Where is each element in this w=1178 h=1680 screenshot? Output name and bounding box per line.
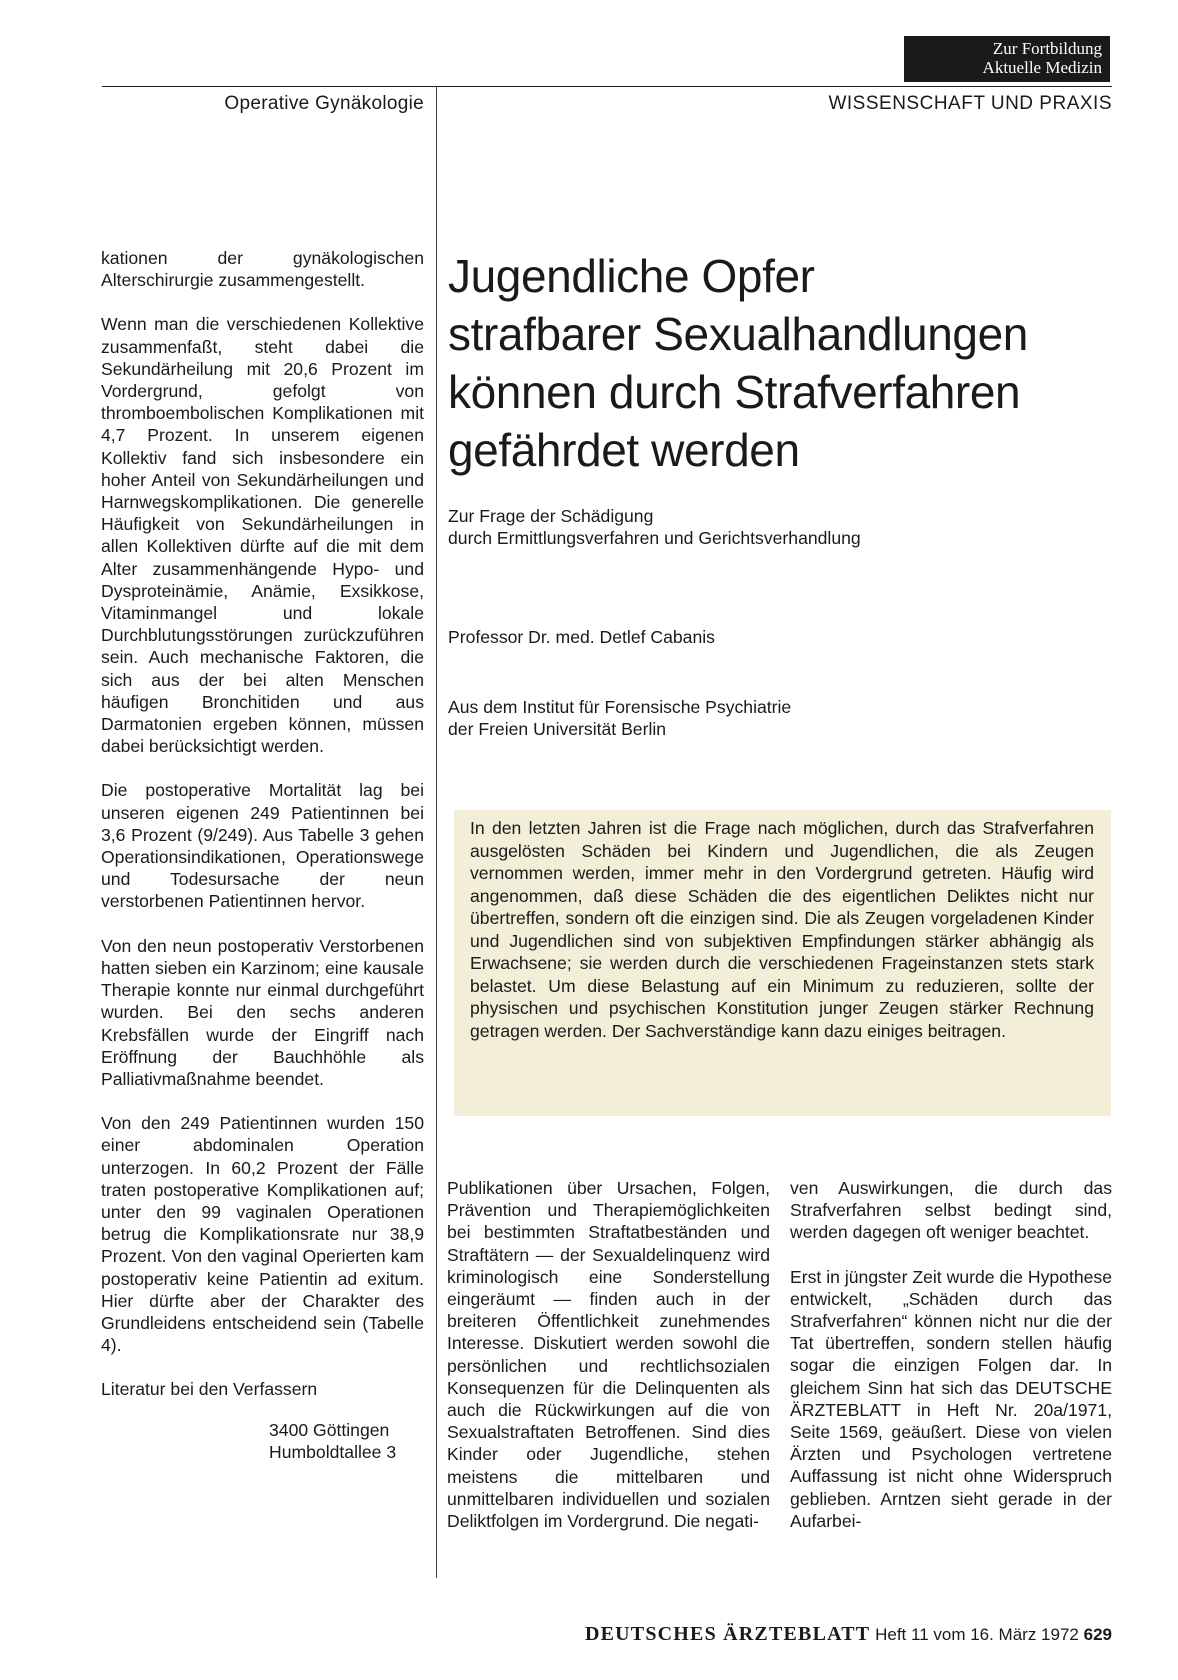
column-divider [436, 86, 437, 1578]
title-line: Jugendliche Opfer [448, 250, 815, 302]
badge-line-2: Aktuelle Medizin [982, 58, 1102, 77]
abstract-text: In den letzten Jahren ist die Frage nach möglichen, durch das Strafverfahren ausgelösten Schäden bei Kindern und Jugendlichen, die als Zeugen vernommen werden, immer mehr in den Vordergrund getreten. Häufig wird angenommen, daß diese Schäden die des eigentlichen Deliktes nicht nur übertreffen, sondern oft die einzigen sind. Die als Zeugen vorgeladenen Kinder und Jugendlichen sind von subjektiven Empfindungen stärker abhängig als Erwachsene; sie werden durch die verschiedenen Frageinstanzen stets stark belastet. Um diese Belastung auf ein Minimum zu reduzieren, sollte der physischen und psychischen Konstitution junger Zeugen stärker Rechnung getragen werden. Der Sachverständige kann dazu einiges beitragen. [470, 818, 1094, 1041]
title-line: strafbarer Sexualhandlungen [448, 308, 1028, 360]
journal-name: DEUTSCHES ÄRZTEBLATT [584, 1623, 871, 1645]
body-paragraph: Erst in jüngster Zeit wurde die Hypothese entwickelt, „Schäden durch das Strafverfahren“ können nicht nur die der Tat übertreffen, sondern stellen häufig sogar die einzigen Folgen dar. In gleichem Sinn hat sich das DEUTSCHE ÄRZTEBLATT in Heft Nr. 20a/1971, Seite 1569, geäußert. Diese von vielen Ärzten und Psychologen vertretene Auffassung ist nicht ohne Widerspruch geblieben. Arntzen sieht gerade in der Aufarbei- [790, 1266, 1112, 1531]
left-column [101, 247, 424, 1463]
address-street: Humboldtallee 3 [269, 1441, 397, 1462]
address-city: 3400 Göttingen [269, 1419, 390, 1440]
middle-column [447, 1177, 770, 1554]
title-line: gefährdet werden [448, 424, 800, 476]
left-paragraph: Von den neun postoperativ Verstorbenen hatten sieben ein Karzinom; eine kausale Therapie konnte nur einmal durchgeführt wurden. Bei den sechs anderen Krebsfällen wurde der Eingriff nach Eröffnung der Bauchhöhle als Palliativmaßnahme beendet. [101, 935, 424, 1089]
article-affiliation [448, 696, 1048, 740]
badge-line-1: Zur Fortbildung [992, 39, 1102, 58]
affiliation-line: Aus dem Institut für Forensische Psychiatrie [448, 697, 792, 717]
article-author: Professor Dr. med. Detlef Cabanis [448, 627, 715, 647]
subtitle-line: durch Ermittlungsverfahren und Gerichtsverhandlung [448, 528, 861, 548]
article-title [448, 247, 1068, 479]
article-subtitle [448, 505, 1088, 549]
left-paragraph: Die postoperative Mortalität lag bei unseren eigenen 249 Patientinnen bei 3,6 Prozent (9/249). Aus Tabelle 3 gehen Operationsindikationen, Operationswege und Todesursache der neun verstorbenen Patientinnen hervor. [101, 780, 424, 912]
section-label-right: WISSENSCHAFT UND PRAXIS [828, 93, 1112, 114]
title-line: können durch Strafverfahren [448, 366, 1021, 418]
header-rule [102, 86, 1112, 87]
issue-info: Heft 11 vom 16. März 1972 [875, 1625, 1079, 1644]
left-paragraph: Wenn man die verschiedenen Kollektive zusammenfaßt, steht dabei die Sekundärheilung mit 20,6 Prozent im Vordergrund, gefolgt von thromboembolischen Komplikationen mit 4,7 Prozent. In unserem eigenen Kollektiv fand sich insbesondere ein hoher Anteil von Sekundärheilungen und Harnwegskomplikationen. Die generelle Häufigkeit von Sekundärheilungen in allen Kollektiven dürfte auf die mit dem Alter zusammenhängende Hypo- und Dysproteinämie, Anämie, Exsikkose, Vitaminmangel und lokale Durchblutungsstörungen zurückzuführen sein. Auch mechanische Faktoren, die sich aus der bei alten Menschen häufigen Bronchitiden und aus Darmatonien ergeben können, müssen dabei berücksichtigt werden. [101, 314, 424, 757]
literature-note: Literatur bei den Verfassern [101, 1379, 318, 1400]
page-number: 629 [1083, 1625, 1112, 1644]
left-paragraph: Von den 249 Patientinnen wurden 150 einer abdominalen Operation unterzogen. In 60,2 Prozent der Fälle traten postoperative Komplikationen auf; unter den 99 vaginalen Operationen betrug die Komplikationsrate nur 38,9 Prozent. Von den vaginal Operierten kam postoperativ keine Patientin ad exitum. Hier dürfte aber der Charakter des Grundleidens entscheidend sein (Tabelle 4). [101, 1113, 424, 1356]
right-column [790, 1177, 1112, 1554]
left-paragraph: kationen der gynäkologischen Alterschirurgie zusammengestellt. [101, 248, 424, 291]
abstract-box [454, 810, 1111, 1116]
rubric-badge [904, 36, 1110, 82]
section-label-left: Operative Gynäkologie [224, 93, 424, 114]
page-footer [300, 1623, 1112, 1646]
body-paragraph: ven Auswirkungen, die durch das Strafverfahren selbst bedingt sind, werden dagegen oft weniger beachtet. [790, 1178, 1112, 1243]
affiliation-line: der Freien Universität Berlin [448, 719, 667, 739]
body-paragraph: Publikationen über Ursachen, Folgen, Prävention und Therapiemöglichkeiten bei bestimmten Straftatbeständen und Straftätern — der Sexualdelinquenz wird kriminologisch eine Sonderstellung eingeräumt — finden auch in der breiteren Öffentlichkeit zunehmendes Interesse. Diskutiert werden sowohl die persönlichen und rechtlichsozialen Konsequenzen für die Delinquenten als auch die Rückwirkungen auf die von Sexualstraftaten Betroffenen. Sind dies Kinder oder Jugendliche, stehen meistens die mittelbaren und unmittelbaren individuellen und sozialen Deliktfolgen im Vordergrund. Die negati- [447, 1178, 770, 1532]
subtitle-line: Zur Frage der Schädigung [448, 506, 654, 526]
author-address [269, 1419, 424, 1463]
